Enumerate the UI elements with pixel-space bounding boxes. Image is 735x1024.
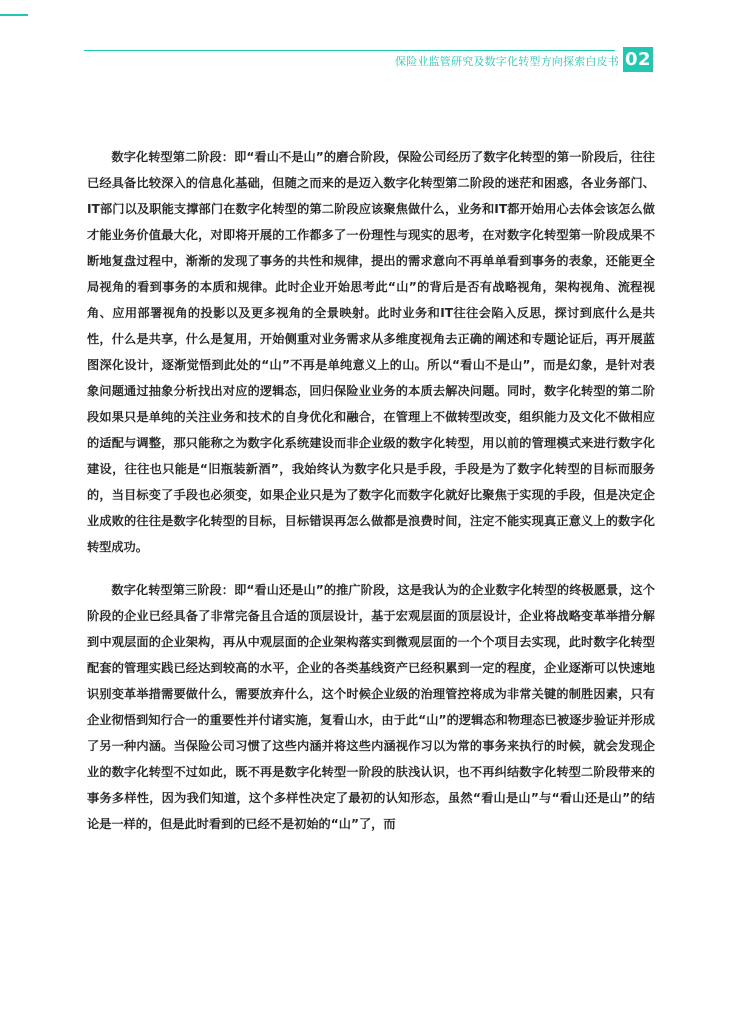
paragraph-stage-two: 数字化转型第二阶段：即“看山不是山”的磨合阶段，保险公司经历了数字化转型的第一阶段后，往往已经具备比较深入的信息化基础，但随之而来的是迈入数字化转型第二阶段的迷茫和困惑，各业务部门、IT部门以及职能支撑部门在数字化转型的第二阶段应该聚焦做什么，业务和IT都开始用心去体会该怎么做才能业务价值最大化，对即将开展的工作都多了一份理性与现实的思考，在对数字化转型第一阶段成果不断地复盘过程中，渐渐的发现了事务的共性和规律，提出的需求意向不再单单看到事务的表象，还能更全局视角的看到事务的本质和规律。此时企业开始思考此“山”的背后是否有战略视角，架构视角、流程视角、应用部署视角的投影以及更多视角的全景映射。此时业务和IT往往会陷入反思，探讨到底什么是共性，什么是共享，什么是复用，开始侧重对业务需求从多维度视角去正确的阐述和专题论证后，再开展蓝图深化设计，逐渐觉悟到此处的“山”不再是单纯意义上的山。所以“看山不是山”，而是幻象，是针对表象问题通过抽象分析找出对应的逻辑态，回归保险业业务的本质去解决问题。同时，数字化转型的第二阶段如果只是单纯的关注业务和技术的自身优化和融合，在管理上不做转型改变，组织能力及文化不做相应的适配与调整，那只能称之为数字化系统建设而非企业级的数字化转型，用以前的管理模式来进行数字化建设，往往也只能是“旧瓶装新酒”，我始终认为数字化只是手段，手段是为了数字化转型的目标而服务的，当目标变了手段也必须变，如果企业只是为了数字化而数字化就好比聚焦于实现的手段，但是决定企业成败的往往是数字化转型的目标，目标错误再怎么做都是浪费时间，注定不能实现真正意义上的数字化转型成功。 [87,150,655,554]
header-divider [84,50,615,51]
body-text [87,144,655,854]
paragraph-stage-three: 数字化转型第三阶段：即“看山还是山”的推广阶段，这是我认为的企业数字化转型的终极愿景，这个阶段的企业已经具备了非常完备且合适的顶层设计，基于宏观层面的顶层设计，企业将战略变革举措分解到中观层面的企业架构，再从中观层面的企业架构落实到微观层面的一个个项目去实现，此时数字化转型配套的管理实践已经达到较高的水平，企业的各类基线资产已经积累到一定的程度，企业逐渐可以快速地识别变革举措需要做什么，需要放弃什么，这个时候企业级的治理管控将成为非常关键的制胜因素，只有企业彻悟到知行合一的重要性并付诸实施，复看山水，由于此“山”的逻辑态和物理态已被逐步验证并形成了另一种内涵。当保险公司习惯了这些内涵并将这些内涵视作习以为常的事务来执行的时候，就会发现企业的数字化转型不过如此，既不再是数字化转型一阶段的肤浅认识，也不再纠结数字化转型二阶段带来的事务多样性，因为我们知道，这个多样性决定了最初的认知形态，虽然“看山是山”与“看山还是山”的结论是一样的，但是此时看到的已经不是初始的“山”了，而 [87,583,655,831]
corner-accent-mark [0,14,28,16]
running-header-title: 保险业监管研究及数字化转型方向探索白皮书 [395,55,619,68]
chapter-number-badge: 02 [624,49,652,70]
